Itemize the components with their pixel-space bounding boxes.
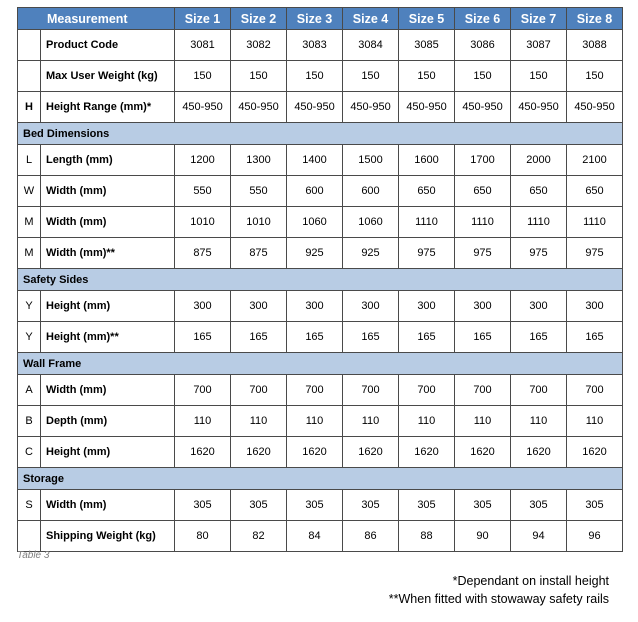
value-cell: 305	[399, 490, 455, 521]
value-cell: 305	[287, 490, 343, 521]
value-cell: 94	[511, 521, 567, 552]
value-cell: 300	[231, 291, 287, 322]
table-row	[18, 145, 623, 176]
table-row	[18, 61, 623, 92]
value-cell: 96	[567, 521, 623, 552]
value-cell: 975	[567, 238, 623, 269]
value-cell: 300	[511, 291, 567, 322]
value-cell: 165	[455, 322, 511, 353]
value-cell: 450-950	[455, 92, 511, 123]
table-row	[18, 30, 623, 61]
footnote-stowaway: **When fitted with stowaway safety rails	[388, 592, 609, 606]
table-row	[18, 176, 623, 207]
value-cell: 84	[287, 521, 343, 552]
size-header: Size 6	[455, 8, 511, 30]
table-row	[18, 207, 623, 238]
value-cell: 1620	[399, 437, 455, 468]
value-cell: 110	[567, 406, 623, 437]
value-cell: 165	[399, 322, 455, 353]
value-cell: 150	[511, 61, 567, 92]
row-label: Width (mm)	[41, 375, 175, 406]
size-header: Size 3	[287, 8, 343, 30]
value-cell: 3084	[343, 30, 399, 61]
row-label: Height (mm)	[41, 291, 175, 322]
value-cell: 305	[567, 490, 623, 521]
value-cell: 305	[511, 490, 567, 521]
value-cell: 150	[175, 61, 231, 92]
section-title: Safety Sides	[18, 269, 623, 291]
measurement-header: Measurement	[18, 8, 175, 30]
value-cell: 450-950	[567, 92, 623, 123]
value-cell: 165	[175, 322, 231, 353]
value-cell: 550	[231, 176, 287, 207]
value-cell: 875	[231, 238, 287, 269]
value-cell: 110	[231, 406, 287, 437]
value-cell: 150	[399, 61, 455, 92]
section-header-row	[18, 269, 623, 291]
value-cell: 305	[175, 490, 231, 521]
value-cell: 90	[455, 521, 511, 552]
value-cell: 1500	[343, 145, 399, 176]
value-cell: 700	[231, 375, 287, 406]
value-cell: 300	[455, 291, 511, 322]
value-cell: 300	[175, 291, 231, 322]
section-header-row	[18, 353, 623, 375]
value-cell: 110	[455, 406, 511, 437]
value-cell: 450-950	[511, 92, 567, 123]
value-cell: 700	[455, 375, 511, 406]
table-row	[18, 238, 623, 269]
footnote-dependant: *Dependant on install height	[452, 574, 609, 588]
dimension-letter	[18, 30, 41, 61]
row-label: Width (mm)**	[41, 238, 175, 269]
value-cell: 110	[343, 406, 399, 437]
value-cell: 110	[287, 406, 343, 437]
size-header: Size 5	[399, 8, 455, 30]
value-cell: 1010	[231, 207, 287, 238]
value-cell: 650	[511, 176, 567, 207]
value-cell: 550	[175, 176, 231, 207]
value-cell: 3082	[231, 30, 287, 61]
table-caption: Table 3	[17, 550, 50, 561]
value-cell: 1620	[455, 437, 511, 468]
size-header: Size 4	[343, 8, 399, 30]
value-cell: 150	[343, 61, 399, 92]
dimension-letter: A	[18, 375, 41, 406]
value-cell: 1620	[343, 437, 399, 468]
value-cell: 925	[287, 238, 343, 269]
section-title: Wall Frame	[18, 353, 623, 375]
value-cell: 700	[175, 375, 231, 406]
dimension-letter: W	[18, 176, 41, 207]
value-cell: 450-950	[175, 92, 231, 123]
value-cell: 925	[343, 238, 399, 269]
value-cell: 875	[175, 238, 231, 269]
row-label: Height (mm)	[41, 437, 175, 468]
table-row	[18, 375, 623, 406]
dimension-letter: Y	[18, 322, 41, 353]
value-cell: 150	[567, 61, 623, 92]
section-title: Bed Dimensions	[18, 123, 623, 145]
table-row	[18, 521, 623, 552]
section-header-row	[18, 123, 623, 145]
spec-table	[17, 7, 623, 552]
value-cell: 1110	[399, 207, 455, 238]
row-label: Height (mm)**	[41, 322, 175, 353]
value-cell: 450-950	[287, 92, 343, 123]
value-cell: 600	[343, 176, 399, 207]
table-row	[18, 437, 623, 468]
row-label: Product Code	[41, 30, 175, 61]
value-cell: 2100	[567, 145, 623, 176]
table-row	[18, 406, 623, 437]
value-cell: 150	[455, 61, 511, 92]
table-body	[18, 30, 623, 552]
value-cell: 82	[231, 521, 287, 552]
dimension-letter: M	[18, 207, 41, 238]
dimension-letter: S	[18, 490, 41, 521]
value-cell: 1110	[455, 207, 511, 238]
value-cell: 165	[567, 322, 623, 353]
value-cell: 1200	[175, 145, 231, 176]
value-cell: 165	[343, 322, 399, 353]
value-cell: 305	[343, 490, 399, 521]
value-cell: 1620	[567, 437, 623, 468]
value-cell: 3086	[455, 30, 511, 61]
table-row	[18, 92, 623, 123]
row-label: Max User Weight (kg)	[41, 61, 175, 92]
value-cell: 80	[175, 521, 231, 552]
value-cell: 650	[567, 176, 623, 207]
value-cell: 150	[287, 61, 343, 92]
dimension-letter: C	[18, 437, 41, 468]
value-cell: 700	[567, 375, 623, 406]
value-cell: 1620	[231, 437, 287, 468]
dimension-letter: L	[18, 145, 41, 176]
value-cell: 110	[175, 406, 231, 437]
value-cell: 975	[455, 238, 511, 269]
value-cell: 3081	[175, 30, 231, 61]
dimension-letter	[18, 61, 41, 92]
value-cell: 700	[511, 375, 567, 406]
value-cell: 110	[511, 406, 567, 437]
dimension-letter: M	[18, 238, 41, 269]
value-cell: 450-950	[399, 92, 455, 123]
value-cell: 975	[511, 238, 567, 269]
value-cell: 1060	[343, 207, 399, 238]
value-cell: 165	[511, 322, 567, 353]
value-cell: 3085	[399, 30, 455, 61]
section-header-row	[18, 468, 623, 490]
value-cell: 1700	[455, 145, 511, 176]
value-cell: 1600	[399, 145, 455, 176]
value-cell: 1620	[175, 437, 231, 468]
size-header: Size 2	[231, 8, 287, 30]
value-cell: 110	[399, 406, 455, 437]
size-header: Size 1	[175, 8, 231, 30]
value-cell: 700	[287, 375, 343, 406]
value-cell: 300	[567, 291, 623, 322]
value-cell: 975	[399, 238, 455, 269]
value-cell: 1110	[567, 207, 623, 238]
row-label: Height Range (mm)*	[41, 92, 175, 123]
value-cell: 450-950	[343, 92, 399, 123]
value-cell: 1300	[231, 145, 287, 176]
table-row	[18, 322, 623, 353]
row-label: Depth (mm)	[41, 406, 175, 437]
value-cell: 1620	[287, 437, 343, 468]
value-cell: 305	[231, 490, 287, 521]
dimension-letter	[18, 521, 41, 552]
value-cell: 600	[287, 176, 343, 207]
dimension-letter: B	[18, 406, 41, 437]
value-cell: 3083	[287, 30, 343, 61]
value-cell: 2000	[511, 145, 567, 176]
size-header: Size 8	[567, 8, 623, 30]
value-cell: 88	[399, 521, 455, 552]
value-cell: 300	[399, 291, 455, 322]
row-label: Width (mm)	[41, 176, 175, 207]
value-cell: 450-950	[231, 92, 287, 123]
value-cell: 165	[287, 322, 343, 353]
value-cell: 165	[231, 322, 287, 353]
table-row	[18, 490, 623, 521]
value-cell: 1060	[287, 207, 343, 238]
dimension-letter: H	[18, 92, 41, 123]
row-label: Shipping Weight (kg)	[41, 521, 175, 552]
table-row	[18, 291, 623, 322]
value-cell: 3087	[511, 30, 567, 61]
value-cell: 1400	[287, 145, 343, 176]
row-label: Width (mm)	[41, 207, 175, 238]
row-label: Width (mm)	[41, 490, 175, 521]
value-cell: 86	[343, 521, 399, 552]
value-cell: 650	[455, 176, 511, 207]
value-cell: 1620	[511, 437, 567, 468]
value-cell: 3088	[567, 30, 623, 61]
value-cell: 1010	[175, 207, 231, 238]
dimension-letter: Y	[18, 291, 41, 322]
value-cell: 300	[287, 291, 343, 322]
value-cell: 1110	[511, 207, 567, 238]
value-cell: 150	[231, 61, 287, 92]
section-title: Storage	[18, 468, 623, 490]
value-cell: 305	[455, 490, 511, 521]
value-cell: 650	[399, 176, 455, 207]
row-label: Length (mm)	[41, 145, 175, 176]
size-header: Size 7	[511, 8, 567, 30]
table-header-row	[18, 8, 623, 30]
value-cell: 700	[399, 375, 455, 406]
value-cell: 700	[343, 375, 399, 406]
value-cell: 300	[343, 291, 399, 322]
